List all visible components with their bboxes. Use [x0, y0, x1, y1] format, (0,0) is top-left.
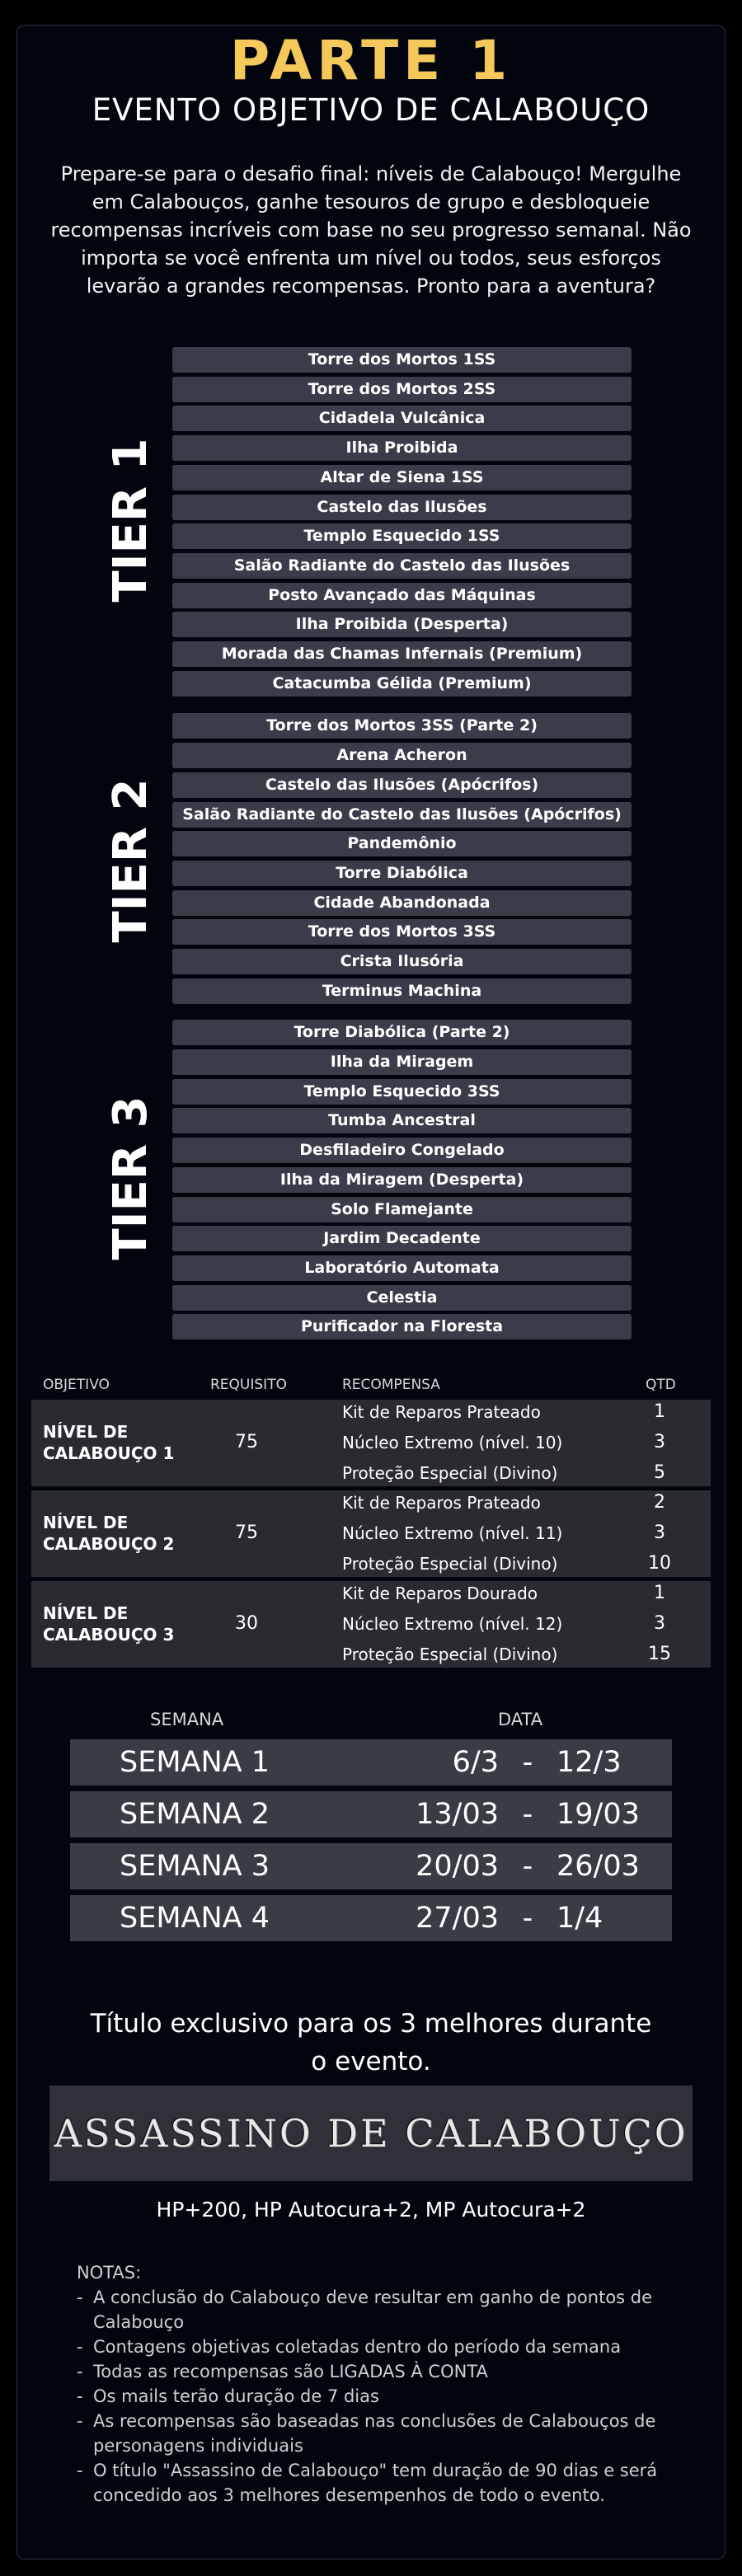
dungeon-item: Cidade Abandonada [172, 890, 632, 916]
title-description-line1: Título exclusivo para os 3 melhores durante [90, 2009, 652, 2039]
dungeon-item: Morada das Chamas Infernais (Premium) [172, 641, 632, 667]
header-reward: RECOMPENSA [342, 1377, 440, 1393]
note-item: - Contagens objetivas coletadas dentro do período da semana [77, 2334, 670, 2359]
tier-1-label: TIER 1 [104, 438, 157, 603]
week-name: SEMANA 1 [120, 1746, 270, 1779]
week-name: SEMANA 2 [120, 1798, 270, 1831]
week-row [70, 1895, 672, 1941]
week-sep: - [522, 1798, 533, 1831]
dungeon-item: Catacumba Gélida (Premium) [172, 671, 632, 697]
tier-3-label: TIER 3 [104, 1096, 157, 1260]
objective-label: NÍVEL DE CALABOUÇO 1 [43, 1422, 175, 1463]
week-start: 27/03 [416, 1902, 499, 1935]
objective-label: NÍVEL DE CALABOUÇO 2 [43, 1513, 175, 1554]
part-title: PARTE 1 [229, 29, 513, 92]
note-item: - Os mails terão duração de 7 dias [77, 2384, 670, 2409]
dungeon-item: Salão Radiante do Castelo das Ilusões [172, 553, 632, 579]
note-item: - As recompensas são baseadas nas conclusões de Calabouços de personagens individuais [77, 2409, 670, 2458]
reward-name: Proteção Especial (Divino) [342, 1645, 558, 1664]
title-bonus: HP+200, HP Autocura+2, MP Autocura+2 [156, 2198, 586, 2222]
notes-heading: NOTAS: [77, 2263, 142, 2283]
dungeon-item: Purificador na Floresta [172, 1314, 632, 1340]
objective-label: NÍVEL DE CALABOUÇO 3 [43, 1603, 175, 1645]
dungeon-item: Ilha Proibida [172, 435, 632, 461]
dungeon-item: Tumba Ancestral [172, 1108, 632, 1133]
dungeon-item: Ilha da Miragem [172, 1049, 632, 1075]
note-item: - Todas as recompensas são LIGADAS À CONTA [77, 2359, 670, 2384]
dungeon-item: Castelo das Ilusões [172, 495, 632, 520]
week-end: 12/3 [556, 1746, 622, 1779]
reward-name: Proteção Especial (Divino) [342, 1554, 558, 1574]
header-requirement: REQUISITO [210, 1377, 287, 1393]
dungeon-item: Solo Flamejante [172, 1197, 632, 1222]
dungeon-item: Ilha da Miragem (Desperta) [172, 1167, 632, 1193]
title-description-line2: o evento. [311, 2047, 431, 2076]
reward-name: Proteção Especial (Divino) [342, 1463, 558, 1483]
week-name: SEMANA 4 [120, 1902, 270, 1935]
dungeon-item: Castelo das Ilusões (Apócrifos) [172, 772, 632, 798]
dungeon-item: Templo Esquecido 1SS [172, 523, 632, 549]
header-week: SEMANA [150, 1710, 224, 1729]
reward-qty: 2 [654, 1492, 665, 1513]
requirement-value: 75 [235, 1432, 258, 1452]
dungeon-item: Torre dos Mortos 1SS [172, 347, 632, 373]
event-title: EVENTO OBJETIVO DE CALABOUÇO [92, 92, 650, 128]
dungeon-item: Pandemônio [172, 831, 632, 856]
dungeon-item: Torre dos Mortos 3SS (Parte 2) [172, 713, 632, 739]
dungeon-item: Torre dos Mortos 2SS [172, 377, 632, 402]
week-end: 1/4 [556, 1902, 603, 1935]
intro-text: Prepare-se para o desafio final: níveis de Calabouço! Mergulhe em Calabouços, ganhe tesouros de grupo e desbloqueie recompensas incríveis com base no seu progresso semanal. Não importa se você enfrenta um nível ou todos, seus esforços levarão a grandes recompensas. Pronto para a aventura? [50, 162, 692, 298]
dungeon-item: Torre Diabólica [172, 861, 632, 886]
requirement-value: 75 [235, 1523, 258, 1543]
reward-qty: 15 [648, 1644, 671, 1664]
reward-qty: 1 [654, 1583, 665, 1603]
dungeon-item: Cidadela Vulcânica [172, 406, 632, 431]
reward-name: Kit de Reparos Prateado [342, 1402, 541, 1422]
header-date: DATA [498, 1710, 543, 1729]
week-start: 13/03 [416, 1798, 499, 1831]
week-start: 6/3 [452, 1746, 499, 1779]
dungeon-item: Jardim Decadente [172, 1226, 632, 1251]
notes-section [77, 2260, 670, 2508]
note-item: - O título "Assassino de Calabouço" tem duração de 90 dias e será concedido aos 3 melhores desempenhos de todo o evento. [77, 2458, 670, 2508]
week-end: 26/03 [556, 1850, 640, 1883]
header-objective: OBJETIVO [43, 1377, 110, 1393]
dungeon-item: Terminus Machina [172, 978, 632, 1004]
dungeon-item: Torre Diabólica (Parte 2) [172, 1020, 632, 1045]
week-name: SEMANA 3 [120, 1850, 270, 1883]
dungeon-item: Altar de Siena 1SS [172, 465, 632, 490]
reward-name: Núcleo Extremo (nível. 10) [342, 1433, 563, 1452]
dungeon-item: Desfiladeiro Congelado [172, 1138, 632, 1163]
week-row [70, 1791, 672, 1837]
week-start: 20/03 [416, 1850, 499, 1883]
reward-qty: 3 [654, 1523, 665, 1543]
week-row [70, 1843, 672, 1889]
week-sep: - [522, 1850, 533, 1883]
reward-name: Núcleo Extremo (nível. 12) [342, 1614, 563, 1634]
week-end: 19/03 [556, 1798, 640, 1831]
title-banner [49, 2086, 693, 2181]
tier-2-label: TIER 2 [104, 778, 157, 943]
dungeon-item: Ilha Proibida (Desperta) [172, 612, 632, 637]
title-name: ASSASSINO DE CALABOUÇO [54, 2111, 688, 2156]
reward-name: Kit de Reparos Prateado [342, 1493, 541, 1513]
reward-qty: 3 [654, 1432, 665, 1452]
dungeon-item: Posto Avançado das Máquinas [172, 583, 632, 608]
dungeon-item: Crista Ilusória [172, 949, 632, 974]
reward-name: Núcleo Extremo (nível. 11) [342, 1523, 563, 1543]
dungeon-item: Torre dos Mortos 3SS [172, 919, 632, 945]
reward-qty: 10 [648, 1553, 671, 1574]
week-row [70, 1739, 672, 1785]
reward-qty: 3 [654, 1613, 665, 1634]
week-sep: - [522, 1746, 533, 1779]
week-sep: - [522, 1902, 533, 1935]
requirement-value: 30 [235, 1613, 258, 1634]
dungeon-item: Arena Acheron [172, 743, 632, 768]
header-qty: QTD [646, 1377, 676, 1393]
dungeon-item: Templo Esquecido 3SS [172, 1079, 632, 1105]
dungeon-item: Laboratório Automata [172, 1255, 632, 1281]
note-item: - A conclusão do Calabouço deve resultar em ganho de pontos de Calabouço [77, 2285, 670, 2334]
reward-qty: 1 [654, 1401, 665, 1422]
reward-name: Kit de Reparos Dourado [342, 1584, 538, 1603]
reward-qty: 5 [654, 1462, 665, 1483]
dungeon-item: Salão Radiante do Castelo das Ilusões (Apócrifos) [172, 802, 632, 828]
dungeon-item: Celestia [172, 1285, 632, 1311]
